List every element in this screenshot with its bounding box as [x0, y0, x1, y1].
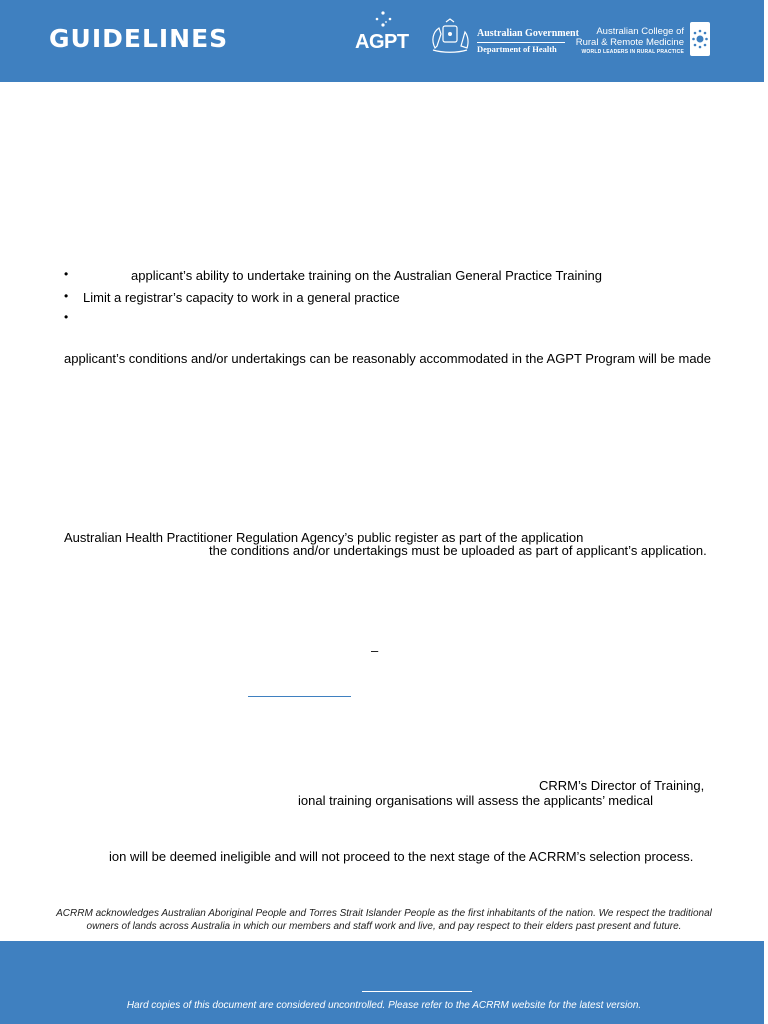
- footer-disclaimer: Hard copies of this document are considered uncontrolled. Please refer to the ACRRM website for the latest version.: [126, 1000, 642, 1011]
- acrrm-badge-icon: [690, 22, 710, 56]
- paragraph-ineligible: ion will be deemed ineligible and will not proceed to the next stage of the ACRRM’s selection process.: [109, 849, 694, 864]
- footer-banner: [0, 941, 764, 1024]
- australian-government-logo: [427, 18, 579, 58]
- paragraph-ahpra-line2: the conditions and/or undertakings must be uploaded as part of applicant’s application.: [209, 543, 707, 558]
- bullet-icon: •: [64, 310, 69, 324]
- dash-mark: –: [371, 643, 379, 658]
- acknowledgement-line2: owners of lands across Australia in which our members and staff work and live, and pay respect to their elders past present and future.: [86, 921, 682, 932]
- agpt-logo-text: AGPT: [355, 31, 409, 53]
- paragraph-director-line2: ional training organisations will assess the applicants’ medical: [298, 793, 654, 808]
- hyperlink-underline[interactable]: [248, 696, 351, 697]
- acrrm-logo: [575, 22, 714, 58]
- acrrm-logo-line1: Australian College of: [596, 26, 684, 37]
- agpt-logo: [355, 10, 409, 60]
- southern-cross-icon: [355, 10, 405, 32]
- bullet-icon: •: [64, 289, 69, 303]
- bullet-icon: •: [64, 267, 69, 281]
- coat-of-arms-icon: [427, 18, 473, 54]
- paragraph-director-line1: CRRM’s Director of Training,: [539, 778, 705, 793]
- page-title: GUIDELINES: [49, 24, 229, 53]
- acknowledgement-line1: ACRRM acknowledges Australian Aboriginal People and Torres Strait Islander People as the first inhabitants of the nation. We respect the traditional: [56, 908, 712, 919]
- gov-logo-line2: Department of Health: [477, 44, 557, 54]
- right-margin-strip: [764, 0, 768, 1024]
- acrrm-logo-tagline: WORLD LEADERS IN RURAL PRACTICE: [581, 49, 684, 55]
- bullet-item-2: Limit a registrar’s capacity to work in a general practice: [83, 290, 400, 305]
- bullet-item-1: applicant’s ability to undertake training on the Australian General Practice Training: [131, 268, 602, 283]
- header-banner: [0, 0, 764, 82]
- gov-logo-divider: [477, 42, 565, 43]
- footer-divider: [362, 991, 472, 992]
- paragraph-accommodation: applicant’s conditions and/or undertakings can be reasonably accommodated in the AGPT Program will be made: [64, 351, 712, 366]
- gov-logo-line1: Australian Government: [477, 28, 579, 39]
- acrrm-logo-line2: Rural & Remote Medicine: [575, 37, 684, 48]
- paragraph-ahpra-line1: Australian Health Practitioner Regulation Agency’s public register as part of the application: [64, 530, 584, 545]
